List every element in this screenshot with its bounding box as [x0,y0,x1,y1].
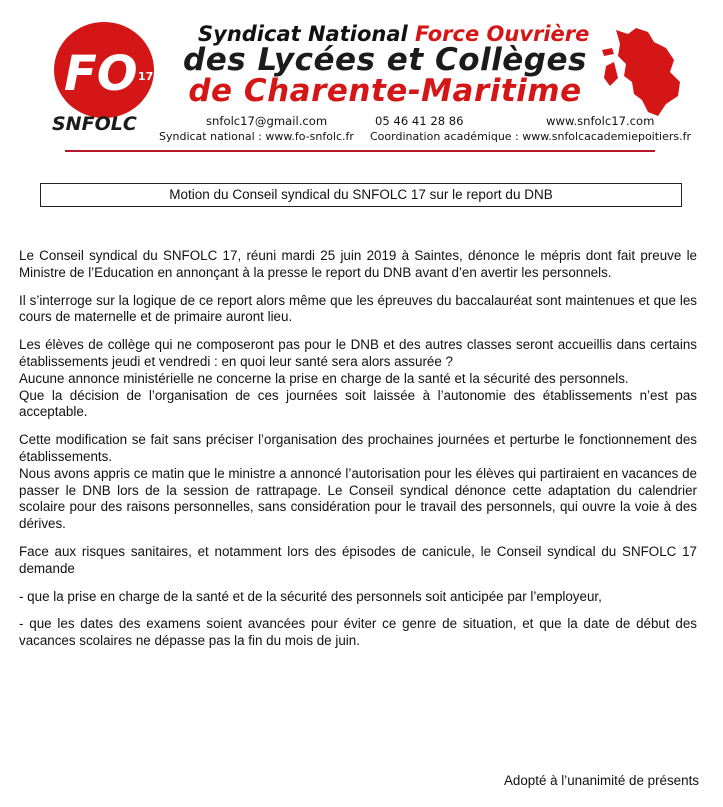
paragraph: Face aux risques sanitaires, et notamment lors des épisodes de canicule, le Conseil syndical du SNFOLC 17 demande [19,543,697,576]
website: www.snfolc17.com [546,114,655,128]
svg-text:17: 17 [138,70,154,83]
header-line-3: de Charente-Maritime [188,73,582,109]
phone: 05 46 41 28 86 [375,114,464,128]
national-website: Syndicat national : www.fo-snfolc.fr [159,130,354,143]
svg-text:FO: FO [64,46,138,102]
email: snfolc17@gmail.com [206,114,328,128]
svg-text:SNFOLC: SNFOLC [52,113,137,135]
paragraph: Nous avons appris ce matin que le ministre a annoncé l’autorisation pour les élèves qui partiraient en vacances de passer le DNB lors de la session de rattrapage. Le Conseil syndical dénonce cette adaptation du calendrier scolaire pour des raisons personnelles, sans considération pour le travail des personnels, qui ouvre la voie à des dérives. [19,465,697,532]
header-line-2: des Lycées et Collèges [183,42,587,78]
paragraph: Il s’interroge sur la logique de ce report alors même que les épreuves du baccalauréat sont maintenues et que les cours de maternelle et de primaire auront lieu. [19,292,697,325]
paragraph: Que la décision de l’organisation de ces journées soit laissée à l’autonomie des établissements n’est pas acceptable. [19,387,697,420]
motion-title: Motion du Conseil syndical du SNFOLC 17 sur le report du DNB [40,183,682,207]
adoption-note: Adopté à l’unanimité de présents [503,773,699,788]
header-divider [65,150,655,152]
paragraph: Le Conseil syndical du SNFOLC 17, réuni mardi 25 juin 2019 à Saintes, dénonce le mépris dont fait preuve le Ministre de l’Education en annonçant à la presse le report du DNB avant d’en avertir les personnels. [19,248,697,280]
paragraph: - que la prise en charge de la santé et de la sécurité des personnels soit anticipée par l’employeur, [19,588,602,604]
paragraph: Les élèves de collège qui ne composeront pas pour le DNB et des autres classes seront accueillis dans certains établissements jeudi et vendredi : en quoi leur santé sera alors assurée ? [19,337,697,369]
header-line-1: Syndicat National Force Ouvrière [198,22,590,46]
motion-body [19,248,697,661]
paragraph: - que les dates des examens soient avancées pour éviter ce genre de situation, et que la date de début des vacances scolaires ne dépasse pas la fin du mois de juin. [19,616,697,649]
paragraph: Cette modification se fait sans préciser l’organisation des prochaines journées et perturbe le fonctionnement des établissements. [19,432,697,464]
charente-maritime-map-icon [596,20,696,120]
academic-website: Coordination académique : www.snfolcacademiepoitiers.fr [370,130,692,143]
paragraph: Aucune annonce ministérielle ne concerne la prise en charge de la santé et la sécurité des personnels. [19,370,629,386]
fo-snfolc-logo [50,18,162,138]
